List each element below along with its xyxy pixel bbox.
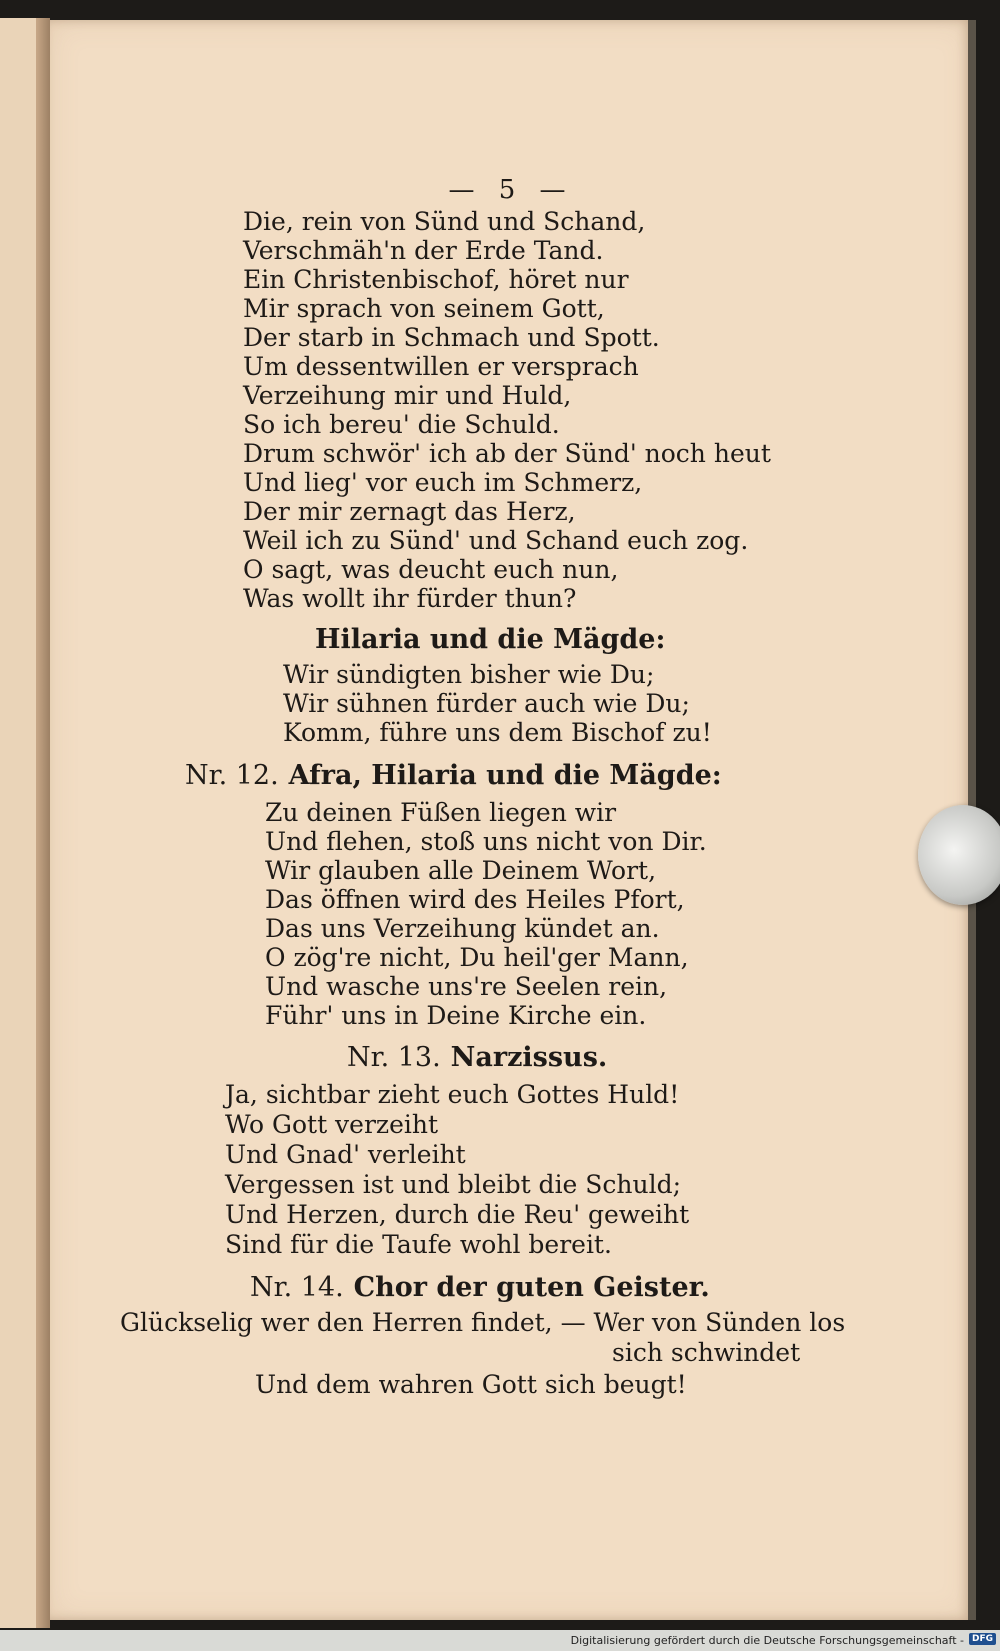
verse-line: Und Herzen, durch die Reu' geweiht xyxy=(225,1200,690,1229)
verse-line: O sagt, was deucht euch nun, xyxy=(243,555,619,584)
verse-line: Ja, sichtbar zieht euch Gottes Huld! xyxy=(225,1080,680,1109)
section-title: Afra, Hilaria und die Mägde: xyxy=(288,760,722,791)
section-title: Narzissus. xyxy=(450,1042,608,1073)
verse-line: Wir sündigten bisher wie Du; xyxy=(283,660,655,689)
verse-line: Und dem wahren Gott sich beugt! xyxy=(255,1370,687,1399)
verse-line: Die, rein von Sünd und Schand, xyxy=(243,207,646,236)
verse-line-continuation: sich schwindet xyxy=(612,1338,801,1367)
section-number: Nr. 13. xyxy=(347,1042,441,1073)
dfg-logo: DFG xyxy=(969,1633,996,1645)
verse-line: O zög're nicht, Du heil'ger Mann, xyxy=(265,943,689,972)
verse-line: Und lieg' vor euch im Schmerz, xyxy=(243,468,643,497)
verse-line: Um dessentwillen er versprach xyxy=(243,352,639,381)
verse-line: Sind für die Taufe wohl bereit. xyxy=(225,1230,612,1259)
verse-line: Komm, führe uns dem Bischof zu! xyxy=(283,718,712,747)
verse-line: Der starb in Schmach und Spott. xyxy=(243,323,660,352)
binding-shadow xyxy=(36,18,50,1628)
verse-line: Glückselig wer den Herren findet, — Wer von Sünden los xyxy=(120,1308,846,1337)
verse-line: Mir sprach von seinem Gott, xyxy=(243,294,605,323)
verse-line: Wo Gott verzeiht xyxy=(225,1110,439,1139)
verse-line: Ein Christenbischof, höret nur xyxy=(243,265,629,294)
page-number: — 5 — xyxy=(448,175,574,205)
verse-line: Und flehen, stoß uns nicht von Dir. xyxy=(265,827,707,856)
verse-line: Das öffnen wird des Heiles Pfort, xyxy=(265,885,685,914)
section-heading xyxy=(185,760,722,792)
section-number: Nr. 12. xyxy=(185,760,279,791)
verse-line: Führ' uns in Deine Kirche ein. xyxy=(265,1001,647,1030)
section-title: Chor der guten Geister. xyxy=(353,1272,710,1303)
section-heading xyxy=(347,1042,607,1074)
verse-line: Wir sühnen fürder auch wie Du; xyxy=(283,689,690,718)
book-page xyxy=(50,20,972,1620)
speaker-heading: Hilaria und die Mägde: xyxy=(315,624,666,655)
verse-line: Weil ich zu Sünd' und Schand euch zog. xyxy=(243,526,749,555)
verse-line: Drum schwör' ich ab der Sünd' noch heut xyxy=(243,439,771,468)
verse-line: Der mir zernagt das Herz, xyxy=(243,497,576,526)
verse-line: Und wasche uns're Seelen rein, xyxy=(265,972,668,1001)
verse-line: Vergessen ist und bleibt die Schuld; xyxy=(225,1170,682,1199)
section-number: Nr. 14. xyxy=(250,1272,344,1303)
page-tab-marker xyxy=(918,805,1000,905)
verse-line: Zu deinen Füßen liegen wir xyxy=(265,798,617,827)
verse-line: Und Gnad' verleiht xyxy=(225,1140,466,1169)
verse-line: Was wollt ihr fürder thun? xyxy=(243,584,577,613)
verse-line: Verschmäh'n der Erde Tand. xyxy=(243,236,604,265)
verse-line: So ich bereu' die Schuld. xyxy=(243,410,560,439)
verse-line: Das uns Verzeihung kündet an. xyxy=(265,914,660,943)
section-heading xyxy=(250,1272,710,1304)
verse-line: Verzeihung mir und Huld, xyxy=(243,381,572,410)
verse-line: Wir glauben alle Deinem Wort, xyxy=(265,856,657,885)
digitization-credit: Digitalisierung gefördert durch die Deutsche Forschungsgemeinschaft - xyxy=(570,1634,964,1647)
